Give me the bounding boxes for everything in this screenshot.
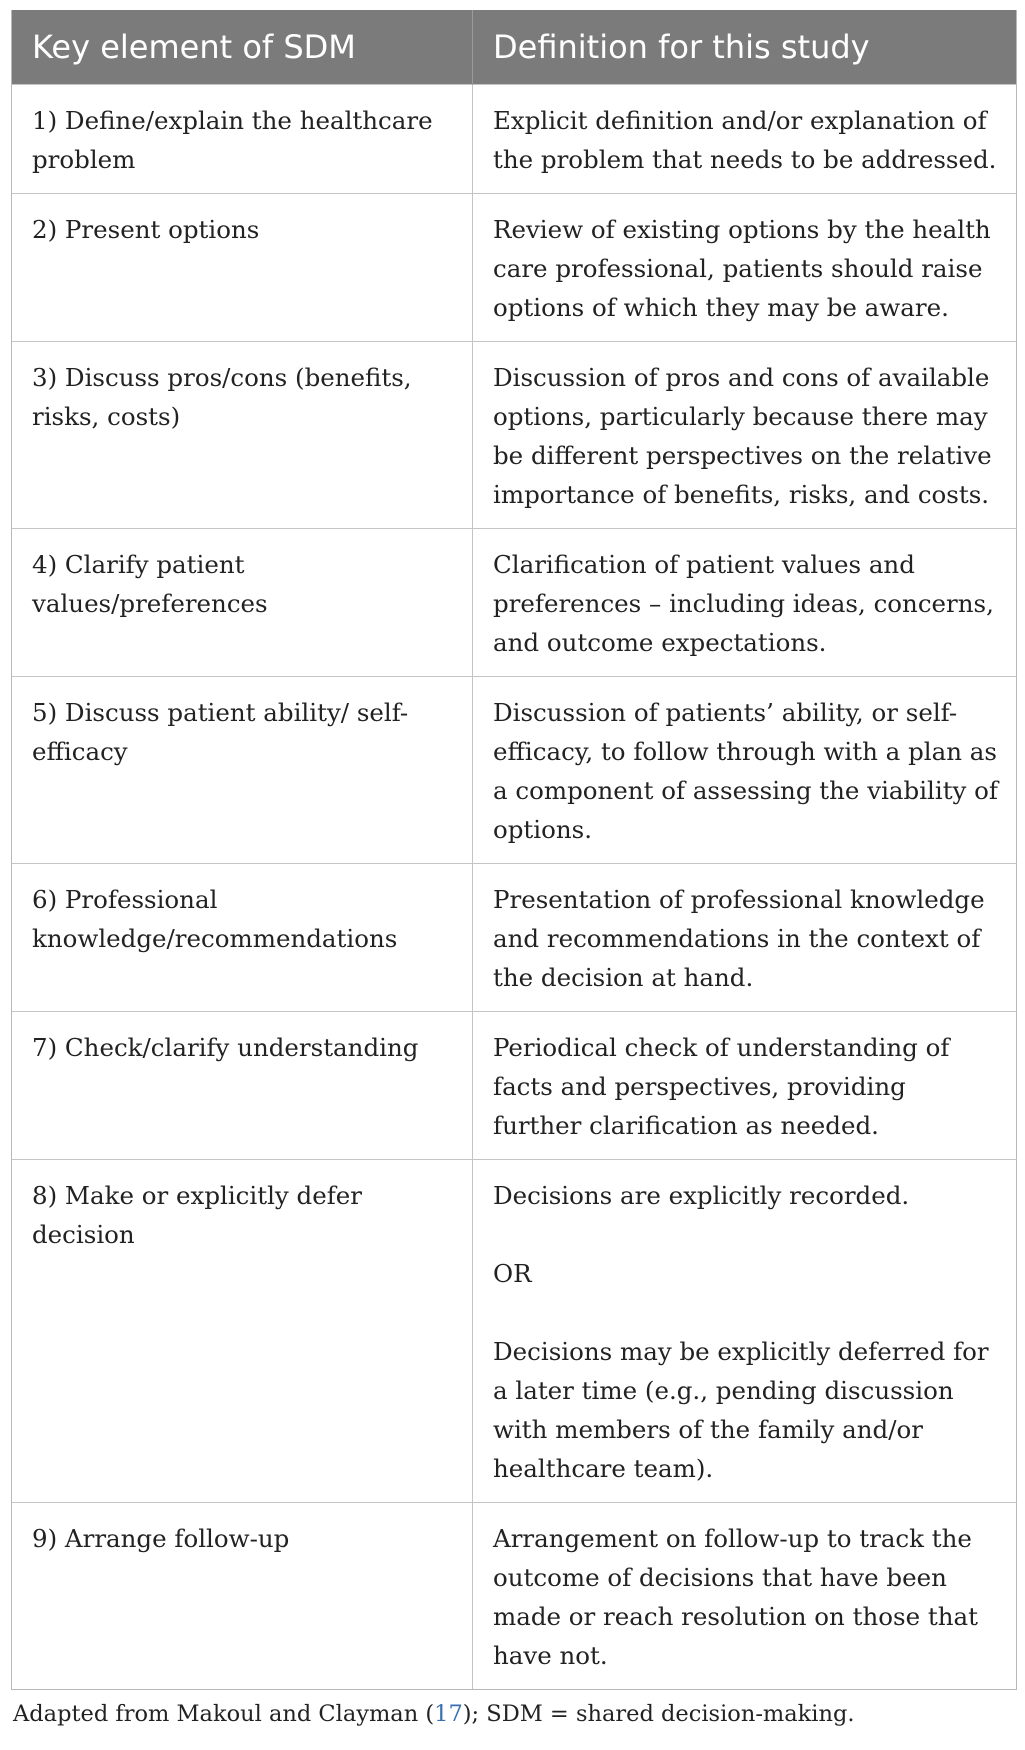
table-row xyxy=(12,529,1017,677)
table-row xyxy=(12,1160,1017,1503)
key-element-cell: 9) Arrange follow-up xyxy=(12,1503,473,1690)
sdm-elements-table xyxy=(11,10,1017,1690)
table-row xyxy=(12,1012,1017,1160)
definition-text: Clarification of patient values and preferences – including ideas, concerns, and outcome expectations. xyxy=(493,550,994,657)
definition-text: Review of existing options by the health care professional, patients should raise options of which they may be aware. xyxy=(493,215,991,322)
key-element-cell: 8) Make or explicitly defer decision xyxy=(12,1160,473,1503)
table-row xyxy=(12,864,1017,1012)
definition-cell xyxy=(473,342,1017,529)
definition-cell xyxy=(473,1503,1017,1690)
table-row xyxy=(12,342,1017,529)
key-element-cell: 2) Present options xyxy=(12,194,473,342)
key-element-cell: 1) Define/explain the healthcare problem xyxy=(12,85,473,194)
definition-cell xyxy=(473,529,1017,677)
table-footnote xyxy=(11,1701,1016,1727)
definition-text: Explicit definition and/or explanation of the problem that needs to be addressed. xyxy=(493,106,997,174)
table-row xyxy=(12,1503,1017,1690)
definition-text: Discussion of patients’ ability, or self-efficacy, to follow through with a plan as a component of assessing the viability of options. xyxy=(493,698,998,844)
definition-text: Presentation of professional knowledge and recommendations in the context of the decision at hand. xyxy=(493,885,985,992)
table-container xyxy=(11,10,1016,1727)
key-element-cell: 4) Clarify patient values/preferences xyxy=(12,529,473,677)
table-row xyxy=(12,677,1017,864)
key-element-cell: 5) Discuss patient ability/ self-efficacy xyxy=(12,677,473,864)
definition-cell xyxy=(473,1160,1017,1503)
definition-cell xyxy=(473,1012,1017,1160)
table-header xyxy=(12,10,1017,85)
header-row xyxy=(12,10,1017,85)
header-definition: Definition for this study xyxy=(473,10,1017,85)
definition-text: Arrangement on follow-up to track the outcome of decisions that have been made or reach resolution on those that have not. xyxy=(493,1524,978,1670)
definition-text: Decisions are explicitly recorded. xyxy=(493,1181,910,1210)
table-row xyxy=(12,194,1017,342)
key-element-cell: 6) Professional knowledge/recommendations xyxy=(12,864,473,1012)
definition-text: Discussion of pros and cons of available options, particularly because there may be different perspectives on the relative importance of benefits, risks, and costs. xyxy=(493,363,992,509)
definition-text: Periodical check of understanding of facts and perspectives, providing further clarification as needed. xyxy=(493,1033,950,1140)
header-key-element: Key element of SDM xyxy=(12,10,473,85)
definition-cell xyxy=(473,864,1017,1012)
reference-link[interactable]: 17 xyxy=(434,1701,463,1727)
footnote-prefix: Adapted from Makoul and Clayman ( xyxy=(13,1701,435,1727)
definition-cell xyxy=(473,85,1017,194)
definition-cell xyxy=(473,194,1017,342)
key-element-cell: 7) Check/clarify understanding xyxy=(12,1012,473,1160)
footnote-suffix: ); SDM = shared decision-making. xyxy=(462,1701,855,1727)
key-element-cell: 3) Discuss pros/cons (benefits, risks, costs) xyxy=(12,342,473,529)
definition-text: OR xyxy=(493,1259,532,1288)
table-row xyxy=(12,85,1017,194)
table-body xyxy=(12,85,1017,1690)
definition-cell xyxy=(473,677,1017,864)
definition-text: Decisions may be explicitly deferred for a later time (e.g., pending discussion with members of the family and/or healthcare team). xyxy=(493,1337,989,1483)
